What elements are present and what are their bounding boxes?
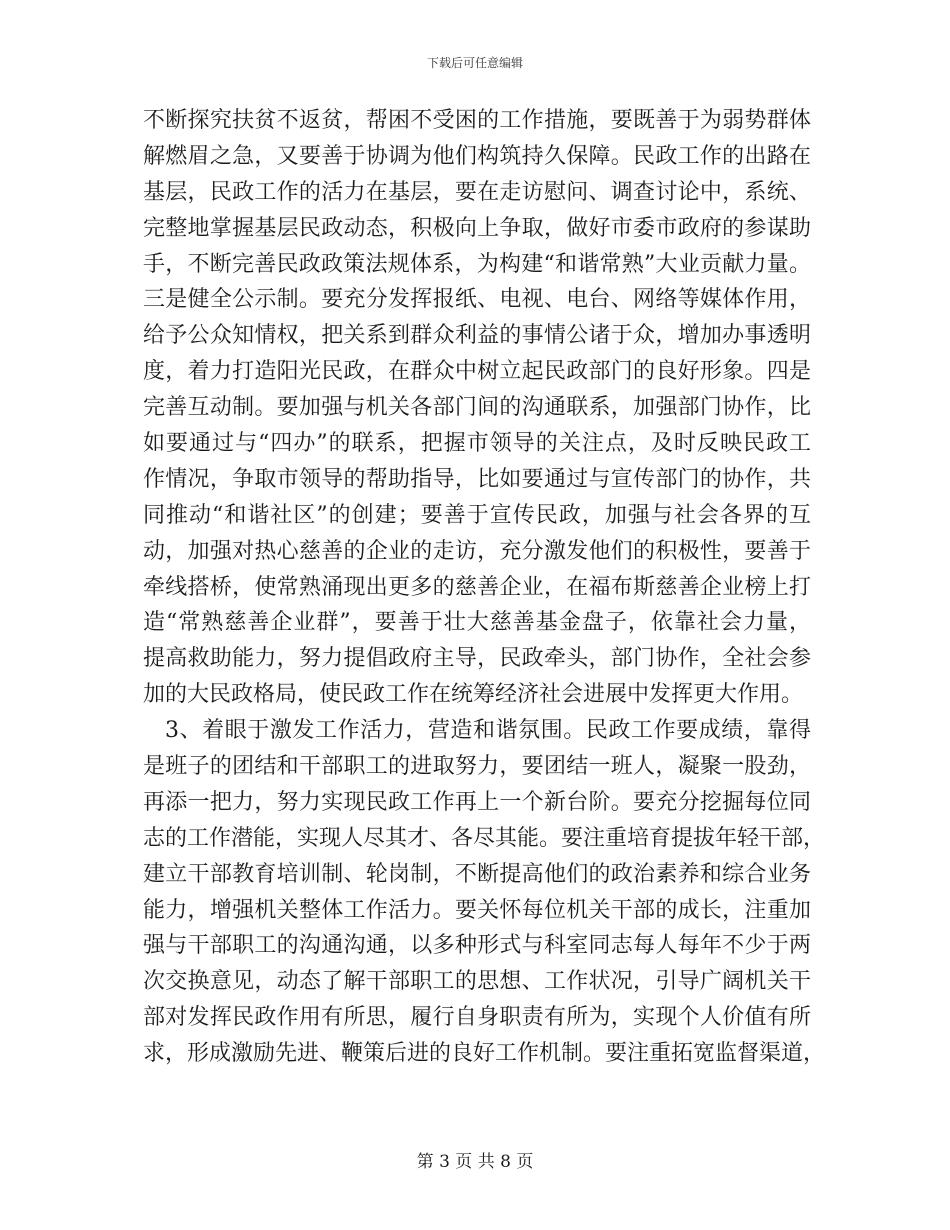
text-line-16: 提高救助能力，努力提倡政府主导，民政牵头，部门协作，全社会参 [143, 646, 811, 672]
text-line-4: 完整地掌握基层民政动态，积极向上争取，做好市委市政府的参谋助 [143, 215, 811, 241]
text-line-8: 度，着力打造阳光民政，在群众中树立起民政部门的良好形象。四是 [143, 359, 811, 385]
text-line-5: 手，不断完善民政政策法规体系，为构建“和谐常熟”大业贡献力量。 [143, 251, 811, 277]
text-line-22: 建立干部教育培训制、轮岗制，不断提高他们的政治素养和综合业务 [143, 861, 811, 887]
text-line-23: 能力，增强机关整体工作活力。要关怀每位机关干部的成长，注重加 [143, 897, 811, 923]
text-line-24: 强与干部职工的沟通沟通，以多种形式与科室同志每人每年不少于两 [143, 933, 811, 959]
text-line-27: 求，形成激励先进、鞭策后进的良好工作机制。要注重拓宽监督渠道， [143, 1041, 826, 1067]
text-line-3: 基层，民政工作的活力在基层，要在走访慰问、调查讨论中，系统、 [143, 179, 811, 205]
text-line-7: 给予公众知情权，把关系到群众利益的事情公诸于众，增加办事透明 [143, 323, 811, 349]
text-line-20: 再添一把力，努力实现民政工作再上一个新台阶。要充分挖掘每位同 [143, 789, 811, 815]
text-line-21: 志的工作潜能，实现人尽其才、各尽其能。要注重培育提拔年轻干部， [143, 825, 826, 851]
text-line-18: 3、着眼于激发工作活力，营造和谐氛围。民政工作要成绩，靠得 [165, 718, 811, 744]
text-line-10: 如要通过与“四办”的联系，把握市领导的关注点，及时反映民政工 [143, 431, 811, 457]
text-line-17: 加的大民政格局，使民政工作在统筹经济社会进展中发挥更大作用。 [143, 682, 804, 708]
document-body [143, 103, 826, 1072]
header-note: 下载后可任意编辑 [426, 56, 523, 70]
text-line-11: 作情况，争取市领导的帮助指导，比如要通过与宣传部门的协作，共 [143, 466, 811, 492]
text-line-6: 三是健全公示制。要充分发挥报纸、电视、电台、网络等媒体作用， [143, 287, 811, 313]
text-line-15: 造“常熟慈善企业群”，要善于壮大慈善基金盘子，依靠社会力量， [143, 610, 811, 636]
text-line-26: 部对发挥民政作用有所思，履行自身职责有所为，实现个人价值有所 [143, 1005, 811, 1031]
text-line-1: 不断探究扶贫不返贫，帮困不受困的工作措施，要既善于为弱势群体 [143, 108, 811, 133]
text-line-2: 解燃眉之急，又要善于协调为他们构筑持久保障。民政工作的出路在 [143, 143, 811, 169]
text-line-9: 完善互动制。要加强与机关各部门间的沟通联系，加强部门协作，比 [143, 395, 811, 421]
text-line-12: 同推动“和谐社区”的创建；要善于宣传民政，加强与社会各界的互 [143, 502, 811, 528]
page-number: 第 3 页 共 8 页 [416, 1152, 534, 1172]
text-line-19: 是班子的团结和干部职工的进取努力，要团结一班人，凝聚一股劲， [143, 754, 811, 780]
text-line-25: 次交换意见，动态了解干部职工的思想、工作状况，引导广阔机关干 [143, 969, 811, 995]
text-line-14: 牵线搭桥，使常熟涌现出更多的慈善企业，在福布斯慈善企业榜上打 [143, 574, 811, 600]
text-line-13: 动，加强对热心慈善的企业的走访，充分激发他们的积极性，要善于 [143, 538, 811, 564]
